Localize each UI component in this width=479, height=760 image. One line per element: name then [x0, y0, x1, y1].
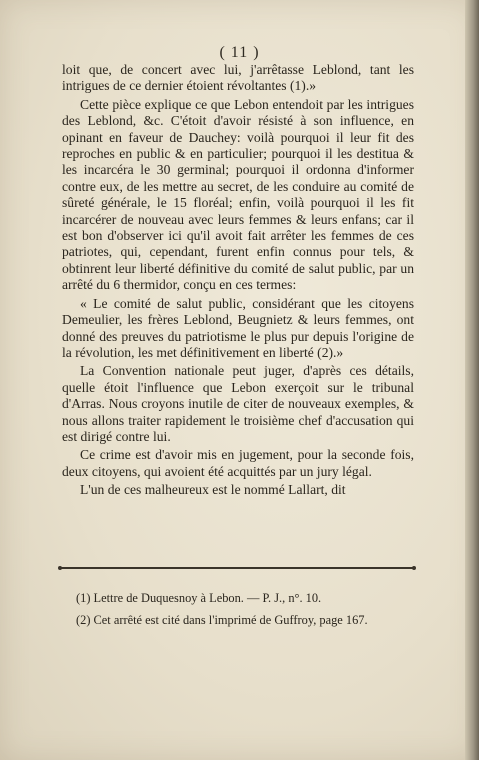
- paragraph-6: L'un de ces malheureux est le nommé Lallart, dit: [80, 482, 346, 498]
- footnote-divider: [60, 567, 414, 569]
- paragraph-5: Ce crime est d'avoir mis en jugement, pour la seconde fois, deux citoyens, qui avoient été acquittés par un jury légal.: [62, 447, 414, 479]
- footnote-2: (2) Cet arrêté est cité dans l'imprimé de Guffroy, page 167.: [76, 613, 368, 627]
- paragraph-1: loit que, de concert avec lui, j'arrêtasse Leblond, tant les intrigues de ce dernier étoient révoltantes (1).»: [62, 62, 414, 94]
- body-text: [62, 62, 414, 499]
- paragraph-2: Cette pièce explique ce que Lebon entendoit par les intrigues des Leblond, &c. C'étoit d'avoir résisté à son influence, en opinant en faveur de Dauchey: voilà pourquoi il leur fit des reproches en public & en particulier; pourquoi il les destitua & les incarcéra le 30 germinal; pourquoi il ordonna d'informer contre eux, de les mettre au secret, de les conduire au comité de sûreté générale, le 15 floréal; enfin, voilà pourquoi il les fit incarcérer de nouveau avec leurs femmes & leurs enfans; car il est bon d'observer ici qu'il avoit fait arrêter les femmes de ces patriotes, qui, cependant, furent enfin connus pour tels, & obtinrent leur liberté définitive du comité de salut public, par un arrêté du 6 thermidor, conçu en ces termes:: [62, 96, 414, 293]
- footnote-1: (1) Lettre de Duquesnoy à Lebon. — P. J., n°. 10.: [76, 591, 322, 605]
- paragraph-3-quote: « Le comité de salut public, considérant que les citoyens Demeulier, les frères Leblond, Beugnietz & leurs femmes, ont donné des preuves du patriotisme le plus pur depuis l'origine de la révolution, les met définitivement en liberté (2).»: [62, 295, 414, 360]
- paragraph-4: La Convention nationale peut juger, d'après ces détails, quelle étoit l'influence que Lebon exerçoit sur le tribunal d'Arras. Nous croyons inutile de citer de nouveaux exemples, & nous allons traiter rapidement le troisième chef d'accusation qui est dirigé contre lui.: [62, 363, 414, 444]
- page-number: ( 11 ): [219, 44, 260, 61]
- page-edge: [465, 0, 479, 760]
